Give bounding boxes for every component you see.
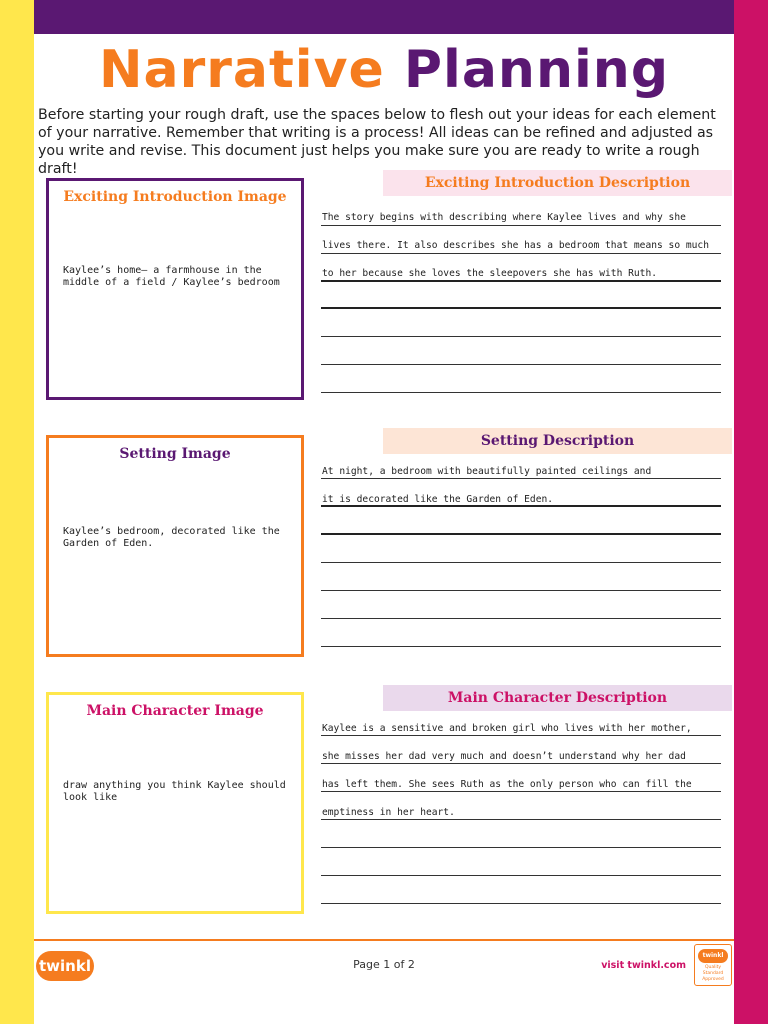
- intro-rule-1: [321, 225, 721, 226]
- setting-rule-1: [321, 478, 721, 479]
- character-rule-3: [321, 791, 721, 792]
- character-line-1: Kaylee is a sensitive and broken girl who lives with her mother,: [322, 723, 692, 734]
- setting-image-box[interactable]: [46, 435, 304, 657]
- badge-logo: twinkl: [698, 949, 728, 963]
- setting-rule-3: [321, 533, 721, 535]
- character-rule-6: [321, 875, 721, 876]
- intro-rule-6: [321, 364, 721, 365]
- character-image-note: draw anything you think Kaylee should look like: [63, 780, 292, 803]
- character-line-3: has left them. She sees Ruth as the only person who can fill the: [322, 779, 692, 790]
- intro-rule-7: [321, 392, 721, 393]
- character-description-title: Main Character Description: [447, 690, 668, 706]
- character-rule-5: [321, 847, 721, 848]
- title-part-planning: Planning: [403, 40, 670, 100]
- setting-rule-5: [321, 590, 721, 591]
- setting-rule-7: [321, 646, 721, 647]
- intro-rule-3: [321, 280, 721, 282]
- intro-image-title: Exciting Introduction Image: [63, 189, 287, 205]
- character-rule-7: [321, 903, 721, 904]
- intro-image-note: Kaylee’s home– a farmhouse in the middle of a field / Kaylee’s bedroom: [63, 265, 280, 288]
- setting-rule-2: [321, 505, 721, 507]
- page-number: Page 1 of 2: [353, 958, 415, 971]
- character-image-box[interactable]: [46, 692, 304, 914]
- character-rule-4: [321, 819, 721, 820]
- character-image-title: Main Character Image: [86, 703, 264, 719]
- setting-description-title: Setting Description: [480, 433, 635, 449]
- setting-description-header: [383, 428, 732, 454]
- footer-divider: [34, 939, 734, 941]
- intro-rule-4: [321, 307, 721, 309]
- intro-description-title: Exciting Introduction Description: [424, 175, 691, 191]
- setting-image-note: Kaylee’s bedroom, decorated like the Garden of Eden.: [63, 526, 286, 549]
- title-part-narrative: Narrative: [98, 40, 385, 100]
- quality-badge-icon: [694, 944, 732, 986]
- intro-paragraph: Before starting your rough draft, use the spaces below to flesh out your ideas for each element of your narrative. Remember that writing is a process! All ideas can be refined and adjusted as you write and revise. This document just helps you make sure you are ready to write a rough draft!: [38, 107, 716, 177]
- character-description-header: [383, 685, 732, 711]
- top-color-stripe: [34, 0, 734, 34]
- twinkl-logo[interactable]: twinkl: [36, 951, 94, 981]
- intro-image-box[interactable]: [46, 178, 304, 400]
- left-color-stripe: [0, 0, 34, 1024]
- character-line-4: emptiness in her heart.: [322, 807, 455, 818]
- badge-text: Quality Standard Approved: [702, 965, 724, 982]
- character-line-2: she misses her dad very much and doesn’t understand why her dad: [322, 751, 686, 762]
- intro-line-3: to her because she loves the sleepovers she has with Ruth.: [322, 268, 658, 279]
- intro-description-header: [383, 170, 732, 196]
- page-title: [34, 38, 734, 102]
- visit-link[interactable]: visit twinkl.com: [601, 960, 686, 971]
- setting-rule-6: [321, 618, 721, 619]
- right-color-stripe: [734, 0, 768, 1024]
- intro-rule-2: [321, 253, 721, 254]
- setting-rule-4: [321, 562, 721, 563]
- intro-line-1: The story begins with describing where Kaylee lives and why she: [322, 212, 686, 223]
- character-rule-1: [321, 735, 721, 736]
- character-rule-2: [321, 763, 721, 764]
- intro-rule-5: [321, 336, 721, 337]
- setting-image-title: Setting Image: [119, 446, 231, 462]
- setting-line-2: it is decorated like the Garden of Eden.: [322, 494, 554, 505]
- setting-line-1: At night, a bedroom with beautifully painted ceilings and: [322, 466, 652, 477]
- intro-line-2: lives there. It also describes she has a bedroom that means so much: [322, 240, 709, 251]
